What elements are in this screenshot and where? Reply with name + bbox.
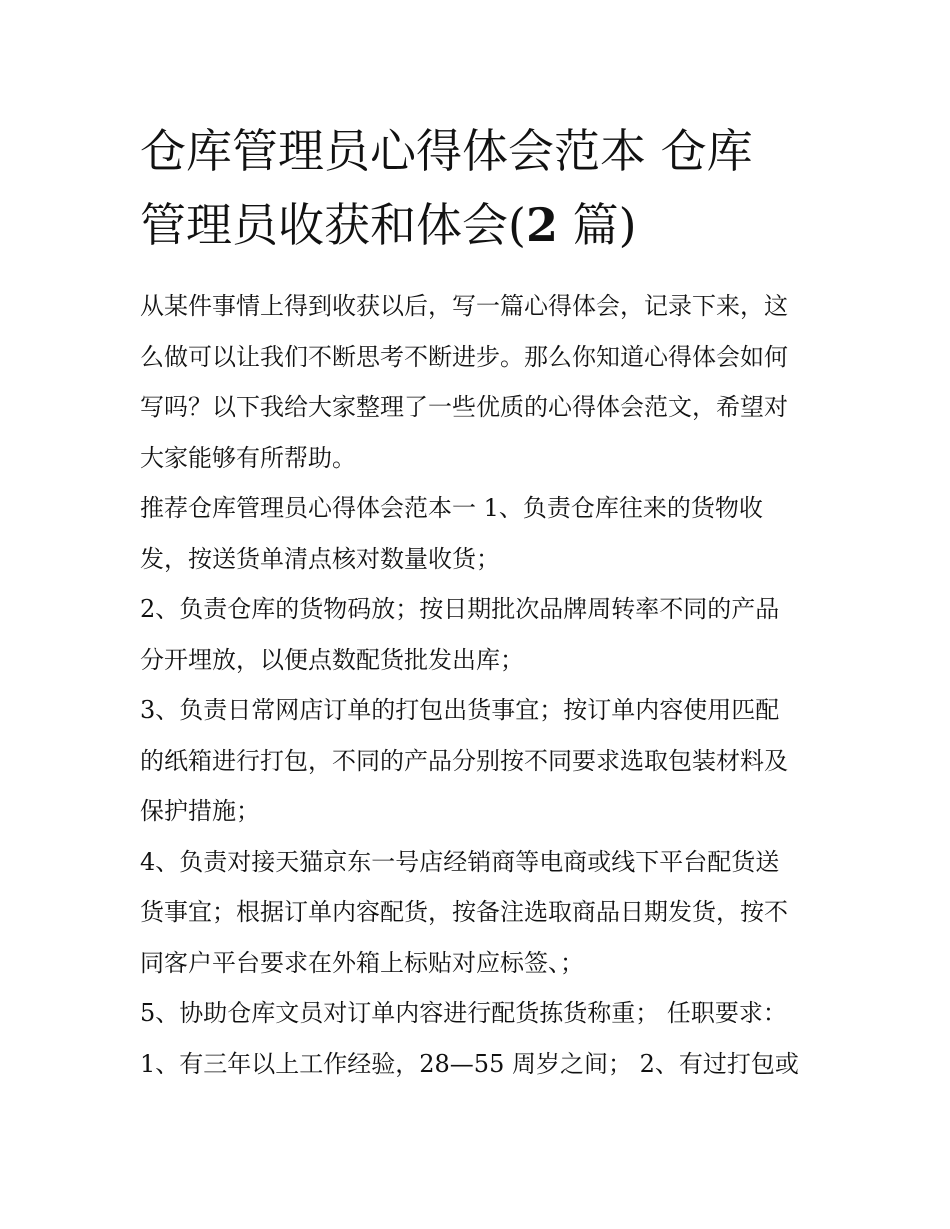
title-line-2-number: 2 <box>525 198 558 252</box>
text-line: 2、负责仓库的货物码放；按日期批次品牌周转率不同的产品 <box>140 595 780 623</box>
text-line: 3、负责日常网店订单的打包出货事宜；按订单内容使用匹配 <box>140 696 780 724</box>
text-line: 5、协助仓库文员对订单内容进行配货拣货称重； 任职要求： <box>140 999 787 1027</box>
title-line-1: 仓库管理员心得体会范本 仓库 <box>140 124 753 178</box>
document-body <box>140 281 815 1089</box>
text-line: 大家能够有所帮助。 <box>140 443 356 472</box>
paragraph-intro <box>140 281 815 483</box>
text-line: 保护措施； <box>140 797 260 825</box>
text-line: 1、有三年以上工作经验，28—55 周岁之间； 2、有过打包或 <box>140 1049 799 1078</box>
paragraph-requirements <box>140 1039 815 1090</box>
paragraph-item-3 <box>140 685 815 837</box>
title-line-2-prefix: 管理员收获和体会( <box>140 198 526 252</box>
text-line: 4、负责对接天猫京东一号店经销商等电商或线下平台配货送 <box>140 847 780 876</box>
text-line: 分开埋放，以便点数配货批发出库； <box>140 645 524 674</box>
paragraph-item-1 <box>140 483 815 584</box>
text-line: 推荐仓库管理员心得体会范本一 1、负责仓库往来的货物收 <box>140 494 763 522</box>
paragraph-item-2 <box>140 584 815 685</box>
text-line: 发，按送货单清点核对数量收货； <box>140 544 500 573</box>
text-line: 么做可以让我们不断思考不断进步。那么你知道心得体会如何 <box>140 342 788 371</box>
text-line: 货事宜；根据订单内容配货，按备注选取商品日期发货，按不 <box>140 898 788 926</box>
title-line-2 <box>140 188 820 262</box>
title-line-2-suffix: 篇) <box>557 198 637 252</box>
text-line: 的纸箱进行打包，不同的产品分别按不同要求选取包装材料及 <box>140 746 788 775</box>
document-title <box>140 114 820 262</box>
text-line: 写吗？以下我给大家整理了一些优质的心得体会范文，希望对 <box>140 393 788 421</box>
paragraph-item-5 <box>140 988 815 1039</box>
text-line: 从某件事情上得到收获以后，写一篇心得体会，记录下来，这 <box>140 292 788 320</box>
paragraph-item-4 <box>140 837 815 989</box>
text-line: 同客户平台要求在外箱上标贴对应标签、； <box>140 948 584 977</box>
